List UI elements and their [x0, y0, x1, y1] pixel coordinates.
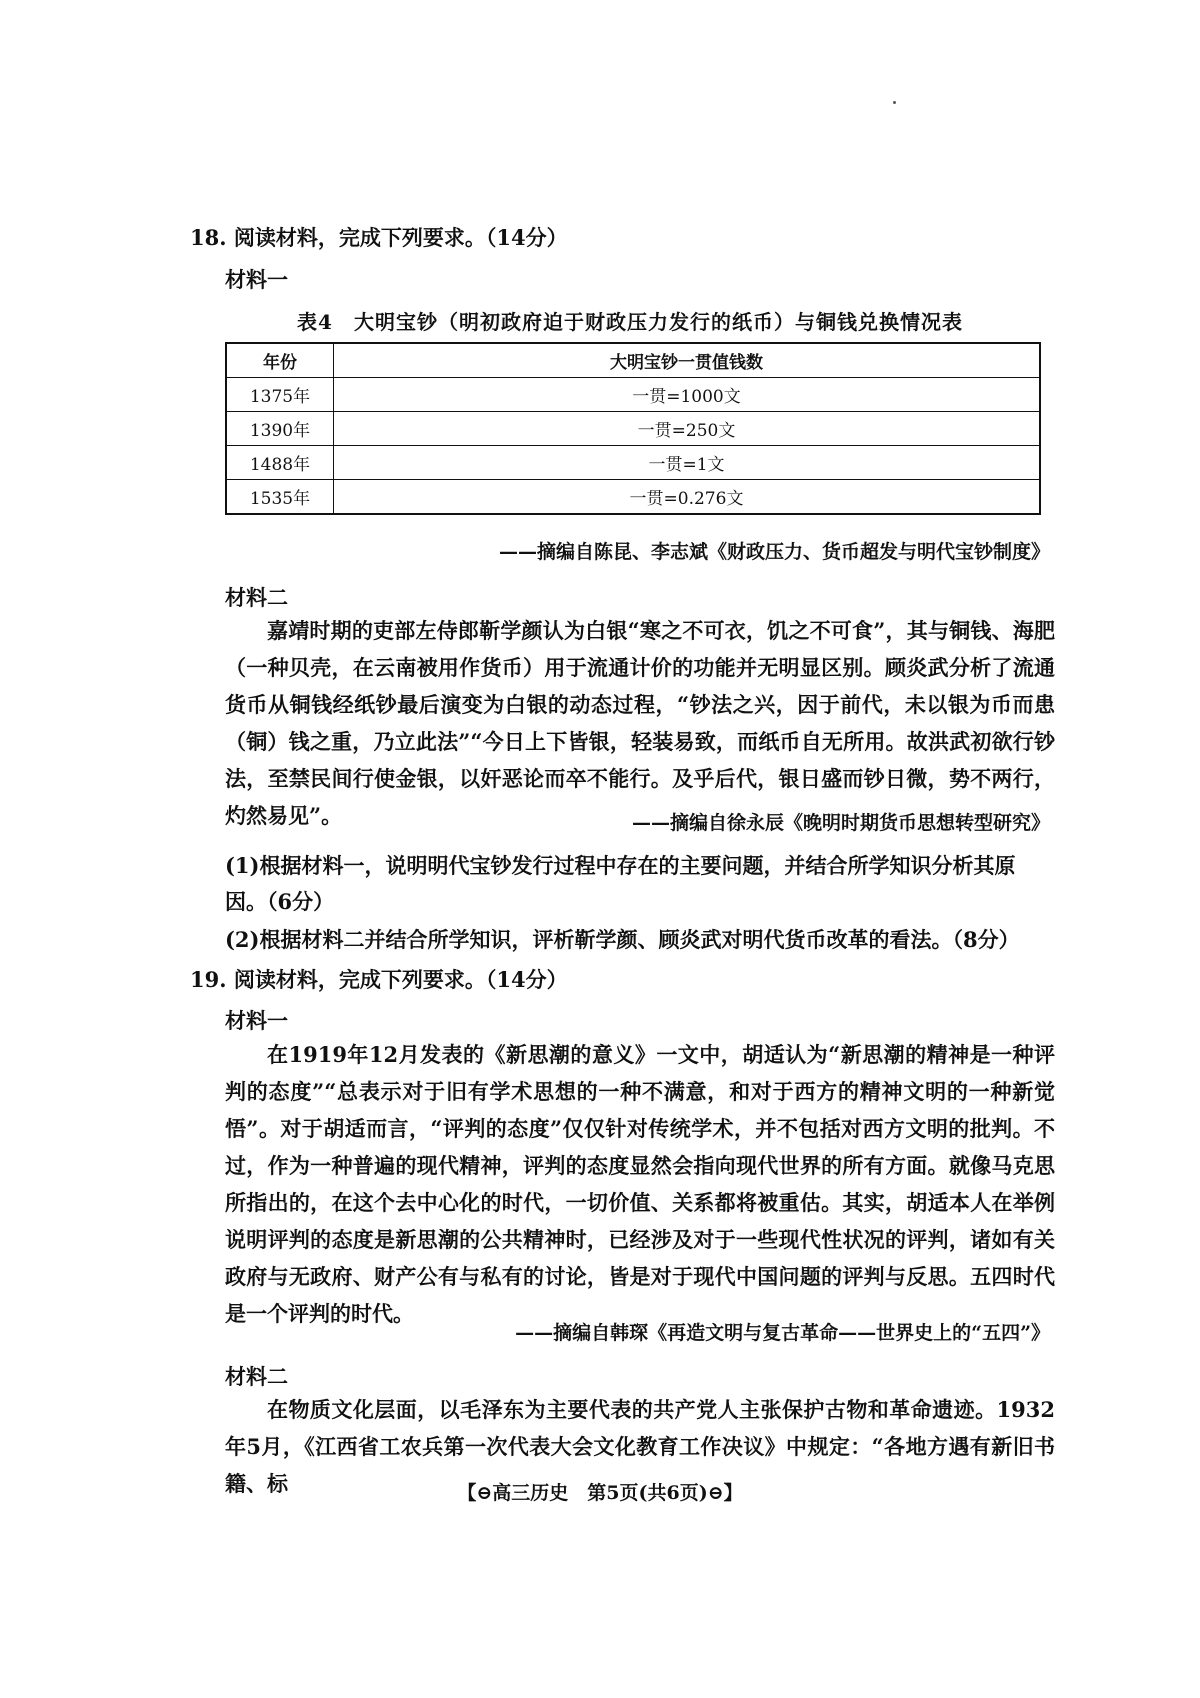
table-caption: 表4 大明宝钞（明初政府迫于财政压力发行的纸币）与铜钱兑换情况表 [297, 310, 963, 334]
q19-material1-source: ——摘编自韩琛《再造文明与复古革命——世界史上的“五四”》 [515, 1322, 1050, 1344]
q18-material1-label: 材料一 [225, 267, 288, 292]
row-value: 一贯=250文 [334, 412, 1041, 446]
row-year: 1390年 [226, 412, 334, 446]
row-year: 1488年 [226, 446, 334, 480]
q18-material2-label: 材料二 [225, 585, 288, 610]
table-header-row [226, 343, 1040, 378]
table-row [226, 378, 1040, 412]
row-year: 1375年 [226, 378, 334, 412]
q18-material2-source: ——摘编自徐永辰《晚明时期货币思想转型研究》 [631, 812, 1050, 834]
q19-material1-text: 在1919年12月发表的《新思潮的意义》一文中，胡适认为“新思潮的精神是一种评判的态度”“总表示对于旧有学术思想的一种不满意，和对于西方的精神文明的一种新觉悟”。对于胡适而言，“评判的态度”仅仅针对传统学术，并不包括对西方文明的批判。不过，作为一种普遍的现代精神，评判的态度显然会指向现代世界的所有方面。就像马克思所指出的，在这个去中心化的时代，一切价值、关系都将被重估。其实，胡适本人在举例说明评判的态度是新思潮的公共精神时，已经涉及对于一些现代性状况的评判，诸如有关政府与无政府、财产公有与私有的讨论，皆是对于现代中国问题的评判与反思。五四时代是一个评判的时代。 [225, 1042, 1055, 1326]
exchange-table [225, 342, 1041, 515]
q18-material2-text: 嘉靖时期的吏部左侍郎靳学颜认为白银“寒之不可衣，饥之不可食”，其与铜钱、海肥（一种贝壳，在云南被用作货币）用于流通计价的功能并无明显区别。顾炎武分析了流通货币从铜钱经纸钞最后演变为白银的动态过程，“钞法之兴，因于前代，未以银为币而患（铜）钱之重，乃立此法”“今日上下皆银，轻装易致，而纸币自无所用。故洪武初欲行钞法，至禁民间行使金银，以奸恶论而卒不能行。及乎后代，银日盛而钞日微，势不两行，灼然易见”。 [225, 618, 1055, 828]
page-footer: 【⊖高三历史 第5页(共6页)⊖】 [457, 1482, 743, 1504]
q19-material2-label: 材料二 [225, 1364, 288, 1389]
q18-question2: (2)根据材料二并结合所学知识，评析靳学颜、顾炎武对明代货币改革的看法。（8分） [225, 927, 1020, 952]
row-value: 一贯=1000文 [334, 378, 1041, 412]
table-row [226, 480, 1040, 515]
q18-question1: (1)根据材料一，说明明代宝钞发行过程中存在的主要问题，并结合所学知识分析其原因。（6分） [225, 853, 1016, 914]
q19-material2-text: 在物质文化层面，以毛泽东为主要代表的共产党人主张保护古物和革命遗迹。1932年5月，《江西省工农兵第一次代表大会文化教育工作决议》中规定：“各地方遇有新旧书籍、标 [225, 1397, 1055, 1496]
q18-material1-source: ——摘编自陈昆、李志斌《财政压力、货币超发与明代宝钞制度》 [498, 541, 1050, 563]
table-row [226, 412, 1040, 446]
scan-speck [893, 101, 896, 104]
row-value: 一贯=1文 [334, 446, 1041, 480]
header-year: 年份 [226, 343, 334, 378]
table-row [226, 446, 1040, 480]
header-value: 大明宝钞一贯值钱数 [334, 343, 1041, 378]
q19-material1-label: 材料一 [225, 1008, 288, 1033]
q18-title: 18. 阅读材料，完成下列要求。（14分） [190, 225, 568, 250]
q19-title: 19. 阅读材料，完成下列要求。（14分） [190, 967, 568, 992]
row-value: 一贯=0.276文 [334, 480, 1041, 515]
row-year: 1535年 [226, 480, 334, 515]
